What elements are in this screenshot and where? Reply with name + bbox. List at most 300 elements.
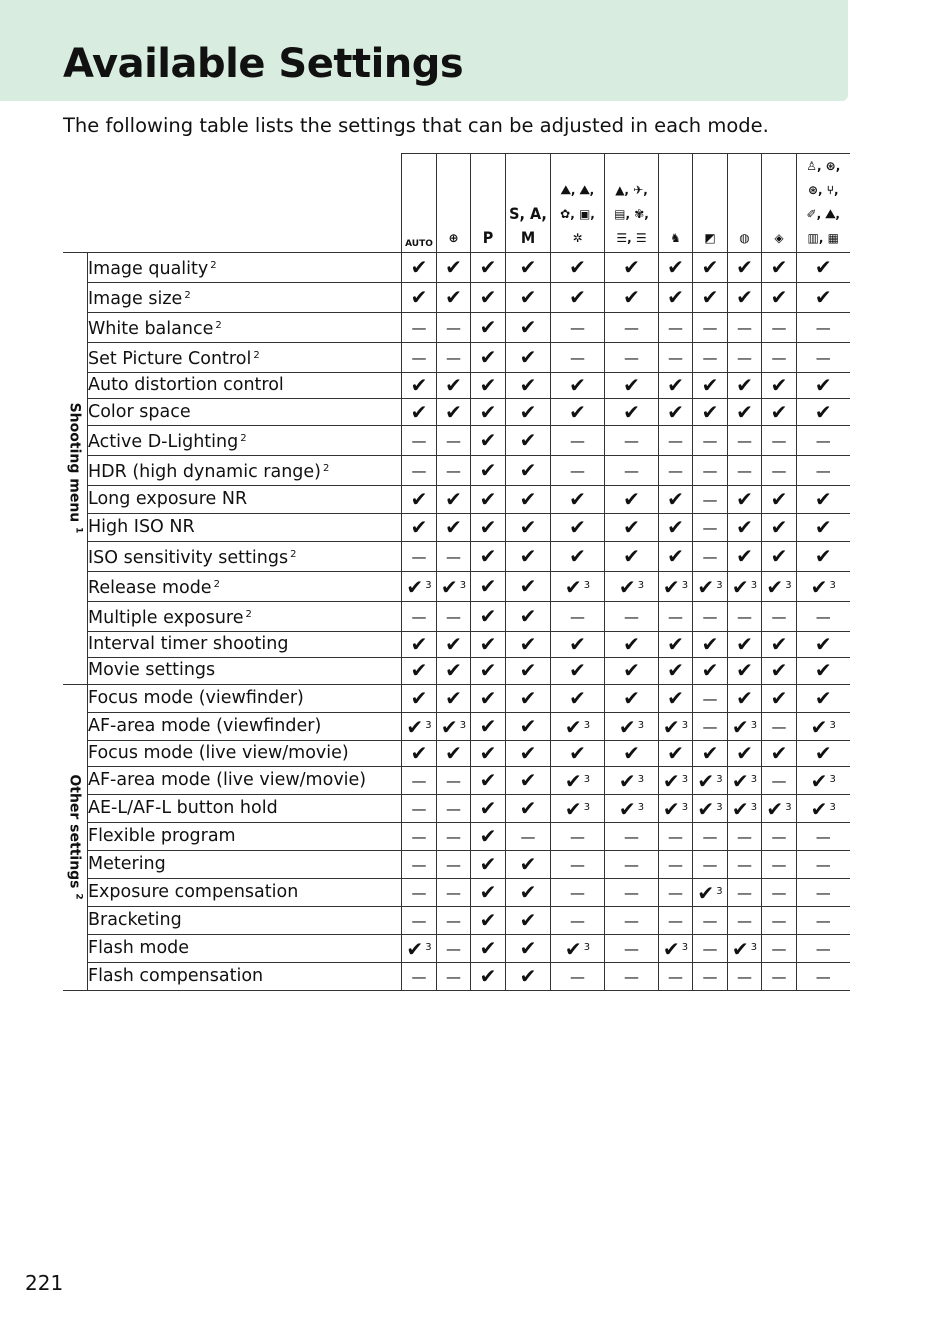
check-icon: ✔ [551, 658, 605, 684]
mode-column-header [437, 154, 471, 253]
table-row [63, 313, 850, 343]
check-icon: ✔ [693, 740, 728, 766]
mode-header-row [63, 154, 850, 253]
dash-cell: — [797, 850, 850, 878]
table-row [63, 343, 850, 373]
check-icon: ✔ [402, 283, 437, 313]
dash-cell: — [437, 455, 471, 485]
table-row [63, 631, 850, 657]
check-icon: ✔ [506, 399, 551, 425]
check-icon: ✔ [605, 485, 659, 513]
mode-label: ⛰, ⛰, [560, 183, 595, 197]
setting-label-text: Image size [88, 289, 183, 309]
dash-cell: — [605, 878, 659, 906]
dash-cell: — [659, 962, 693, 990]
night-vision-icon [693, 226, 727, 252]
check-icon: ✔ [551, 283, 605, 313]
footnote-marker: 3 [716, 579, 723, 591]
check-icon: ✔ [605, 631, 659, 657]
dash-cell: — [437, 343, 471, 373]
dash-cell: — [693, 513, 728, 541]
check-icon: ✔ [402, 684, 437, 712]
check-icon: ✔ [551, 684, 605, 712]
header-spacer [88, 154, 402, 253]
mode-column-header [551, 154, 605, 253]
dash-cell: — [728, 906, 762, 934]
check-icon: ✔ [605, 283, 659, 313]
check-icon: ✔ [437, 513, 471, 541]
check-icon: ✔ [506, 794, 551, 822]
setting-label-text: Image quality [88, 259, 209, 279]
dash-cell: — [551, 313, 605, 343]
setting-label-text: Focus mode (live view/movie) [88, 742, 349, 763]
check-icon: ✔ $^3$ [551, 766, 605, 794]
footnote-marker: 3 [583, 773, 591, 785]
setting-label-text: Color space [88, 401, 191, 422]
check-icon: ✔ [506, 962, 551, 990]
setting-label [88, 906, 402, 934]
footnote-marker: 3 [681, 801, 689, 813]
footnote-marker: 3 [829, 579, 836, 591]
setting-label [88, 684, 402, 712]
dash-cell: — [402, 313, 437, 343]
footnote-marker: 3 [785, 801, 792, 813]
dash-cell: — [402, 425, 437, 455]
dash-cell: — [605, 601, 659, 631]
dash-cell: — [402, 794, 437, 822]
check-icon: ✔ [728, 513, 762, 541]
check-icon: ✔ [605, 513, 659, 541]
dash-cell: — [551, 822, 605, 850]
check-icon: ✔ [762, 684, 797, 712]
check-icon: ✔ [659, 283, 693, 313]
check-icon: ✔ [797, 283, 850, 313]
mode-column-header [659, 154, 693, 253]
dash-cell: — [762, 878, 797, 906]
setting-label-text: White balance [88, 319, 214, 339]
check-icon: ✔ [506, 425, 551, 455]
mode-label: ▤, ✾, [614, 207, 649, 221]
check-icon: ✔ $^3$ [797, 571, 850, 601]
dash-cell: — [728, 962, 762, 990]
footnote-marker: 3 [785, 579, 792, 591]
dash-cell: — [693, 485, 728, 513]
footnote-marker: 3 [681, 941, 689, 953]
setting-label [88, 601, 402, 631]
dash-cell: — [693, 934, 728, 962]
dash-cell: — [797, 601, 850, 631]
mode-label: ✲ [572, 231, 583, 245]
dash-cell: — [402, 962, 437, 990]
mode-label: ◈ [774, 231, 784, 245]
check-icon: ✔ [437, 740, 471, 766]
dash-cell: — [659, 425, 693, 455]
dash-cell: — [659, 822, 693, 850]
check-icon: ✔ [471, 712, 506, 740]
footnote-marker: 3 [716, 801, 723, 813]
check-icon: ✔ [728, 485, 762, 513]
setting-label [88, 513, 402, 541]
footnote-marker: 3 [637, 579, 645, 591]
setting-label [88, 571, 402, 601]
check-icon: ✔ [506, 343, 551, 373]
check-icon: ✔ [693, 399, 728, 425]
check-icon: ✔ [471, 766, 506, 794]
check-icon: ✔ [402, 253, 437, 283]
check-icon: ✔ $^3$ [551, 794, 605, 822]
table-row [63, 658, 850, 684]
check-icon: ✔ [762, 513, 797, 541]
check-icon: ✔ [797, 541, 850, 571]
dash-cell: — [797, 313, 850, 343]
mode-label: ▲, ✈, [615, 183, 648, 197]
check-icon: ✔ $^3$ [551, 712, 605, 740]
check-icon: ✔ [659, 253, 693, 283]
check-icon: ✔ [659, 485, 693, 513]
table-row [63, 962, 850, 990]
dash-cell: — [728, 822, 762, 850]
group-label [67, 775, 84, 900]
dash-cell: — [693, 962, 728, 990]
check-icon: ✔ [797, 740, 850, 766]
check-icon: ✔ [693, 373, 728, 399]
dash-cell: — [551, 343, 605, 373]
dash-cell: — [605, 906, 659, 934]
check-icon: ✔ $^3$ [762, 571, 797, 601]
check-icon: ✔ [437, 684, 471, 712]
dash-cell: — [659, 878, 693, 906]
footnote-marker: 3 [829, 719, 836, 731]
footnote-marker: 3 [750, 941, 758, 953]
mode-column-header [762, 154, 797, 253]
setting-label [88, 766, 402, 794]
setting-label-text: Movie settings [88, 660, 216, 681]
check-icon: ✔ [506, 485, 551, 513]
setting-label [88, 313, 402, 343]
check-icon: ✔ [471, 631, 506, 657]
footnote-marker: 3 [637, 719, 645, 731]
check-icon: ✔ [551, 485, 605, 513]
dash-cell: — [402, 878, 437, 906]
table-row [63, 878, 850, 906]
dash-cell: — [728, 601, 762, 631]
dash-cell: — [797, 343, 850, 373]
dash-cell: — [762, 962, 797, 990]
check-icon: ✔ $^3$ [605, 712, 659, 740]
check-icon: ✔ [506, 541, 551, 571]
footnote-marker: 2 [253, 350, 260, 361]
dash-cell: — [762, 601, 797, 631]
setting-label-text: AF-area mode (live view/movie) [88, 769, 367, 790]
dash-cell: — [762, 766, 797, 794]
check-icon: ✔ [471, 513, 506, 541]
setting-label [88, 425, 402, 455]
footnote-marker: 3 [583, 801, 591, 813]
footnote-marker: 3 [750, 719, 758, 731]
check-icon: ✔ [437, 399, 471, 425]
check-icon: ✔ [471, 485, 506, 513]
check-icon: ✔ $^3$ [728, 934, 762, 962]
check-icon: ✔ $^3$ [693, 794, 728, 822]
table-row [63, 601, 850, 631]
mode-label: S, A, [509, 204, 547, 223]
dash-cell: — [728, 878, 762, 906]
dash-cell: — [437, 906, 471, 934]
check-icon: ✔ [797, 631, 850, 657]
check-icon: ✔ [506, 283, 551, 313]
check-icon: ✔ [471, 684, 506, 712]
check-icon: ✔ [762, 658, 797, 684]
setting-label-text: Flexible program [88, 825, 236, 846]
check-icon: ✔ [437, 631, 471, 657]
group-label-text: Shooting menu [66, 402, 83, 523]
table-row [63, 712, 850, 740]
check-icon: ✔ [728, 399, 762, 425]
check-icon: ✔ [693, 253, 728, 283]
footnote-marker: 3 [425, 579, 432, 591]
check-icon: ✔ $^3$ [659, 934, 693, 962]
check-icon: ✔ [471, 934, 506, 962]
mode-sam [506, 202, 550, 252]
check-icon: ✔ $^3$ [402, 571, 437, 601]
footnote-marker: 3 [425, 719, 432, 731]
check-icon: ✔ [402, 631, 437, 657]
header-spacer [63, 154, 88, 253]
check-icon: ✔ $^3$ [437, 712, 471, 740]
dash-cell: — [437, 962, 471, 990]
setting-label-text: AF-area mode (viewfinder) [88, 715, 322, 736]
mode-label: ✐, ⛰, [806, 207, 840, 221]
check-icon: ✔ $^3$ [551, 934, 605, 962]
check-icon: ✔ [551, 541, 605, 571]
dash-cell: — [762, 850, 797, 878]
dash-cell: — [437, 766, 471, 794]
check-icon: ✔ [551, 631, 605, 657]
mode-label: ⊕ [448, 231, 459, 245]
dash-cell: — [762, 343, 797, 373]
dash-cell: — [728, 425, 762, 455]
check-icon: ✔ $^3$ [693, 571, 728, 601]
mode-label: AUTO [405, 239, 433, 249]
setting-label [88, 373, 402, 399]
check-icon: ✔ [506, 684, 551, 712]
check-icon: ✔ [437, 485, 471, 513]
check-icon: ✔ [471, 962, 506, 990]
dash-cell: — [693, 343, 728, 373]
setting-label-text: HDR (high dynamic range) [88, 461, 321, 482]
dash-cell: — [437, 878, 471, 906]
dash-cell: — [605, 455, 659, 485]
setting-label [88, 253, 402, 283]
dash-cell: — [693, 425, 728, 455]
setting-label [88, 794, 402, 822]
dash-cell: — [693, 455, 728, 485]
dash-cell: — [437, 822, 471, 850]
page-number: 221 [25, 1271, 64, 1295]
dash-cell: — [659, 906, 693, 934]
dash-cell: — [659, 601, 693, 631]
check-icon: ✔ $^3$ [437, 571, 471, 601]
setting-label [88, 631, 402, 657]
setting-label-text: Metering [88, 853, 166, 874]
table-row [63, 934, 850, 962]
dash-cell: — [551, 850, 605, 878]
check-icon: ✔ [471, 794, 506, 822]
setting-label [88, 541, 402, 571]
check-icon: ✔ [797, 658, 850, 684]
check-icon: ✔ [402, 740, 437, 766]
check-icon: ✔ [471, 878, 506, 906]
group-label [67, 403, 84, 534]
scene-modes-group-2-icon [605, 178, 658, 252]
check-icon: ✔ [437, 658, 471, 684]
intro-text: The following table lists the settings that can be adjusted in each mode. [63, 114, 769, 137]
setting-label [88, 485, 402, 513]
table-row [63, 253, 850, 283]
check-icon: ✔ [605, 740, 659, 766]
dash-cell: — [762, 425, 797, 455]
footnote-marker: 3 [583, 719, 591, 731]
check-icon: ✔ [471, 399, 506, 425]
setting-label-text: High ISO NR [88, 516, 195, 537]
footnote-marker: 1 [73, 527, 84, 534]
check-icon: ✔ $^3$ [551, 571, 605, 601]
setting-label [88, 283, 402, 313]
dash-cell: — [402, 822, 437, 850]
check-icon: ✔ [797, 684, 850, 712]
check-icon: ✔ [797, 399, 850, 425]
dash-cell: — [605, 313, 659, 343]
footnote-marker: 3 [583, 579, 591, 591]
footnote-marker: 3 [829, 801, 836, 813]
check-icon: ✔ [471, 313, 506, 343]
check-icon: ✔ [506, 513, 551, 541]
dash-cell: — [659, 313, 693, 343]
mode-label: ◍ [739, 231, 750, 245]
check-icon: ✔ [659, 399, 693, 425]
dash-cell: — [402, 343, 437, 373]
dash-cell: — [551, 962, 605, 990]
toy-camera-icon [762, 226, 796, 252]
footnote-marker: 3 [681, 579, 689, 591]
setting-label [88, 962, 402, 990]
footnote-marker: 3 [716, 773, 723, 785]
table-row [63, 373, 850, 399]
check-icon: ✔ $^3$ [659, 712, 693, 740]
check-icon: ✔ [605, 253, 659, 283]
page-title: Available Settings [63, 41, 464, 87]
check-icon: ✔ [762, 485, 797, 513]
check-icon: ✔ $^3$ [728, 712, 762, 740]
dash-cell: — [402, 455, 437, 485]
dash-cell: — [605, 962, 659, 990]
check-icon: ✔ [506, 313, 551, 343]
check-icon: ✔ [762, 283, 797, 313]
setting-label [88, 658, 402, 684]
check-icon: ✔ [797, 513, 850, 541]
dash-cell: — [797, 878, 850, 906]
settings-table [63, 153, 850, 991]
flash-off-icon [437, 226, 470, 252]
dash-cell: — [693, 850, 728, 878]
setting-label-text: Long exposure NR [88, 488, 248, 509]
check-icon: ✔ [762, 399, 797, 425]
dash-cell: — [693, 684, 728, 712]
dash-cell: — [506, 822, 551, 850]
dash-cell: — [402, 850, 437, 878]
footnote-marker: 3 [583, 941, 591, 953]
check-icon: ✔ [506, 631, 551, 657]
check-icon: ✔ [506, 878, 551, 906]
dash-cell: — [659, 455, 693, 485]
check-icon: ✔ [471, 455, 506, 485]
mode-label: ✿, ▣, [560, 207, 595, 221]
table-row [63, 684, 850, 712]
dash-cell: — [437, 934, 471, 962]
check-icon: ✔ [762, 541, 797, 571]
footnote-marker: 2 [210, 260, 217, 271]
check-icon: ✔ [797, 253, 850, 283]
mode-label: ⊛, ⑂, [807, 183, 839, 197]
dash-cell: — [605, 934, 659, 962]
dash-cell: — [762, 822, 797, 850]
setting-label-text: AE-L/AF-L button hold [88, 797, 278, 818]
mode-label: M [520, 228, 536, 247]
mode-column-header [402, 154, 437, 253]
check-icon: ✔ [471, 425, 506, 455]
mode-label: ♞ [670, 231, 681, 245]
check-icon: ✔ [471, 343, 506, 373]
mode-p [471, 226, 505, 252]
check-icon: ✔ $^3$ [762, 794, 797, 822]
check-icon: ✔ [605, 399, 659, 425]
check-icon: ✔ [797, 485, 850, 513]
check-icon: ✔ [551, 253, 605, 283]
footnote-marker: 3 [459, 719, 467, 731]
setting-label-text: Flash compensation [88, 965, 264, 986]
dash-cell: — [659, 343, 693, 373]
check-icon: ✔ [506, 253, 551, 283]
footnote-marker: 2 [245, 608, 252, 620]
dash-cell: — [728, 313, 762, 343]
check-icon: ✔ $^3$ [693, 878, 728, 906]
dash-cell: — [762, 712, 797, 740]
mode-column-header [605, 154, 659, 253]
check-icon: ✔ [506, 712, 551, 740]
check-icon: ✔ [471, 541, 506, 571]
dash-cell: — [728, 455, 762, 485]
footnote-marker: 3 [637, 773, 645, 785]
dash-cell: — [659, 850, 693, 878]
check-icon: ✔ [762, 740, 797, 766]
table-row [63, 906, 850, 934]
setting-label-text: Flash mode [88, 937, 190, 958]
setting-label [88, 934, 402, 962]
check-icon: ✔ [471, 906, 506, 934]
check-icon: ✔ $^3$ [728, 794, 762, 822]
check-icon: ✔ [659, 541, 693, 571]
mode-column-header [471, 154, 506, 253]
mode-label: ☰, ☰ [616, 231, 647, 245]
check-icon: ✔ [471, 283, 506, 313]
setting-label [88, 850, 402, 878]
color-sketch-icon [728, 226, 761, 252]
check-icon: ✔ [762, 253, 797, 283]
setting-label-text: Active D-Lighting [88, 431, 239, 452]
dash-cell: — [551, 878, 605, 906]
check-icon: ✔ $^3$ [402, 934, 437, 962]
check-icon: ✔ [402, 513, 437, 541]
